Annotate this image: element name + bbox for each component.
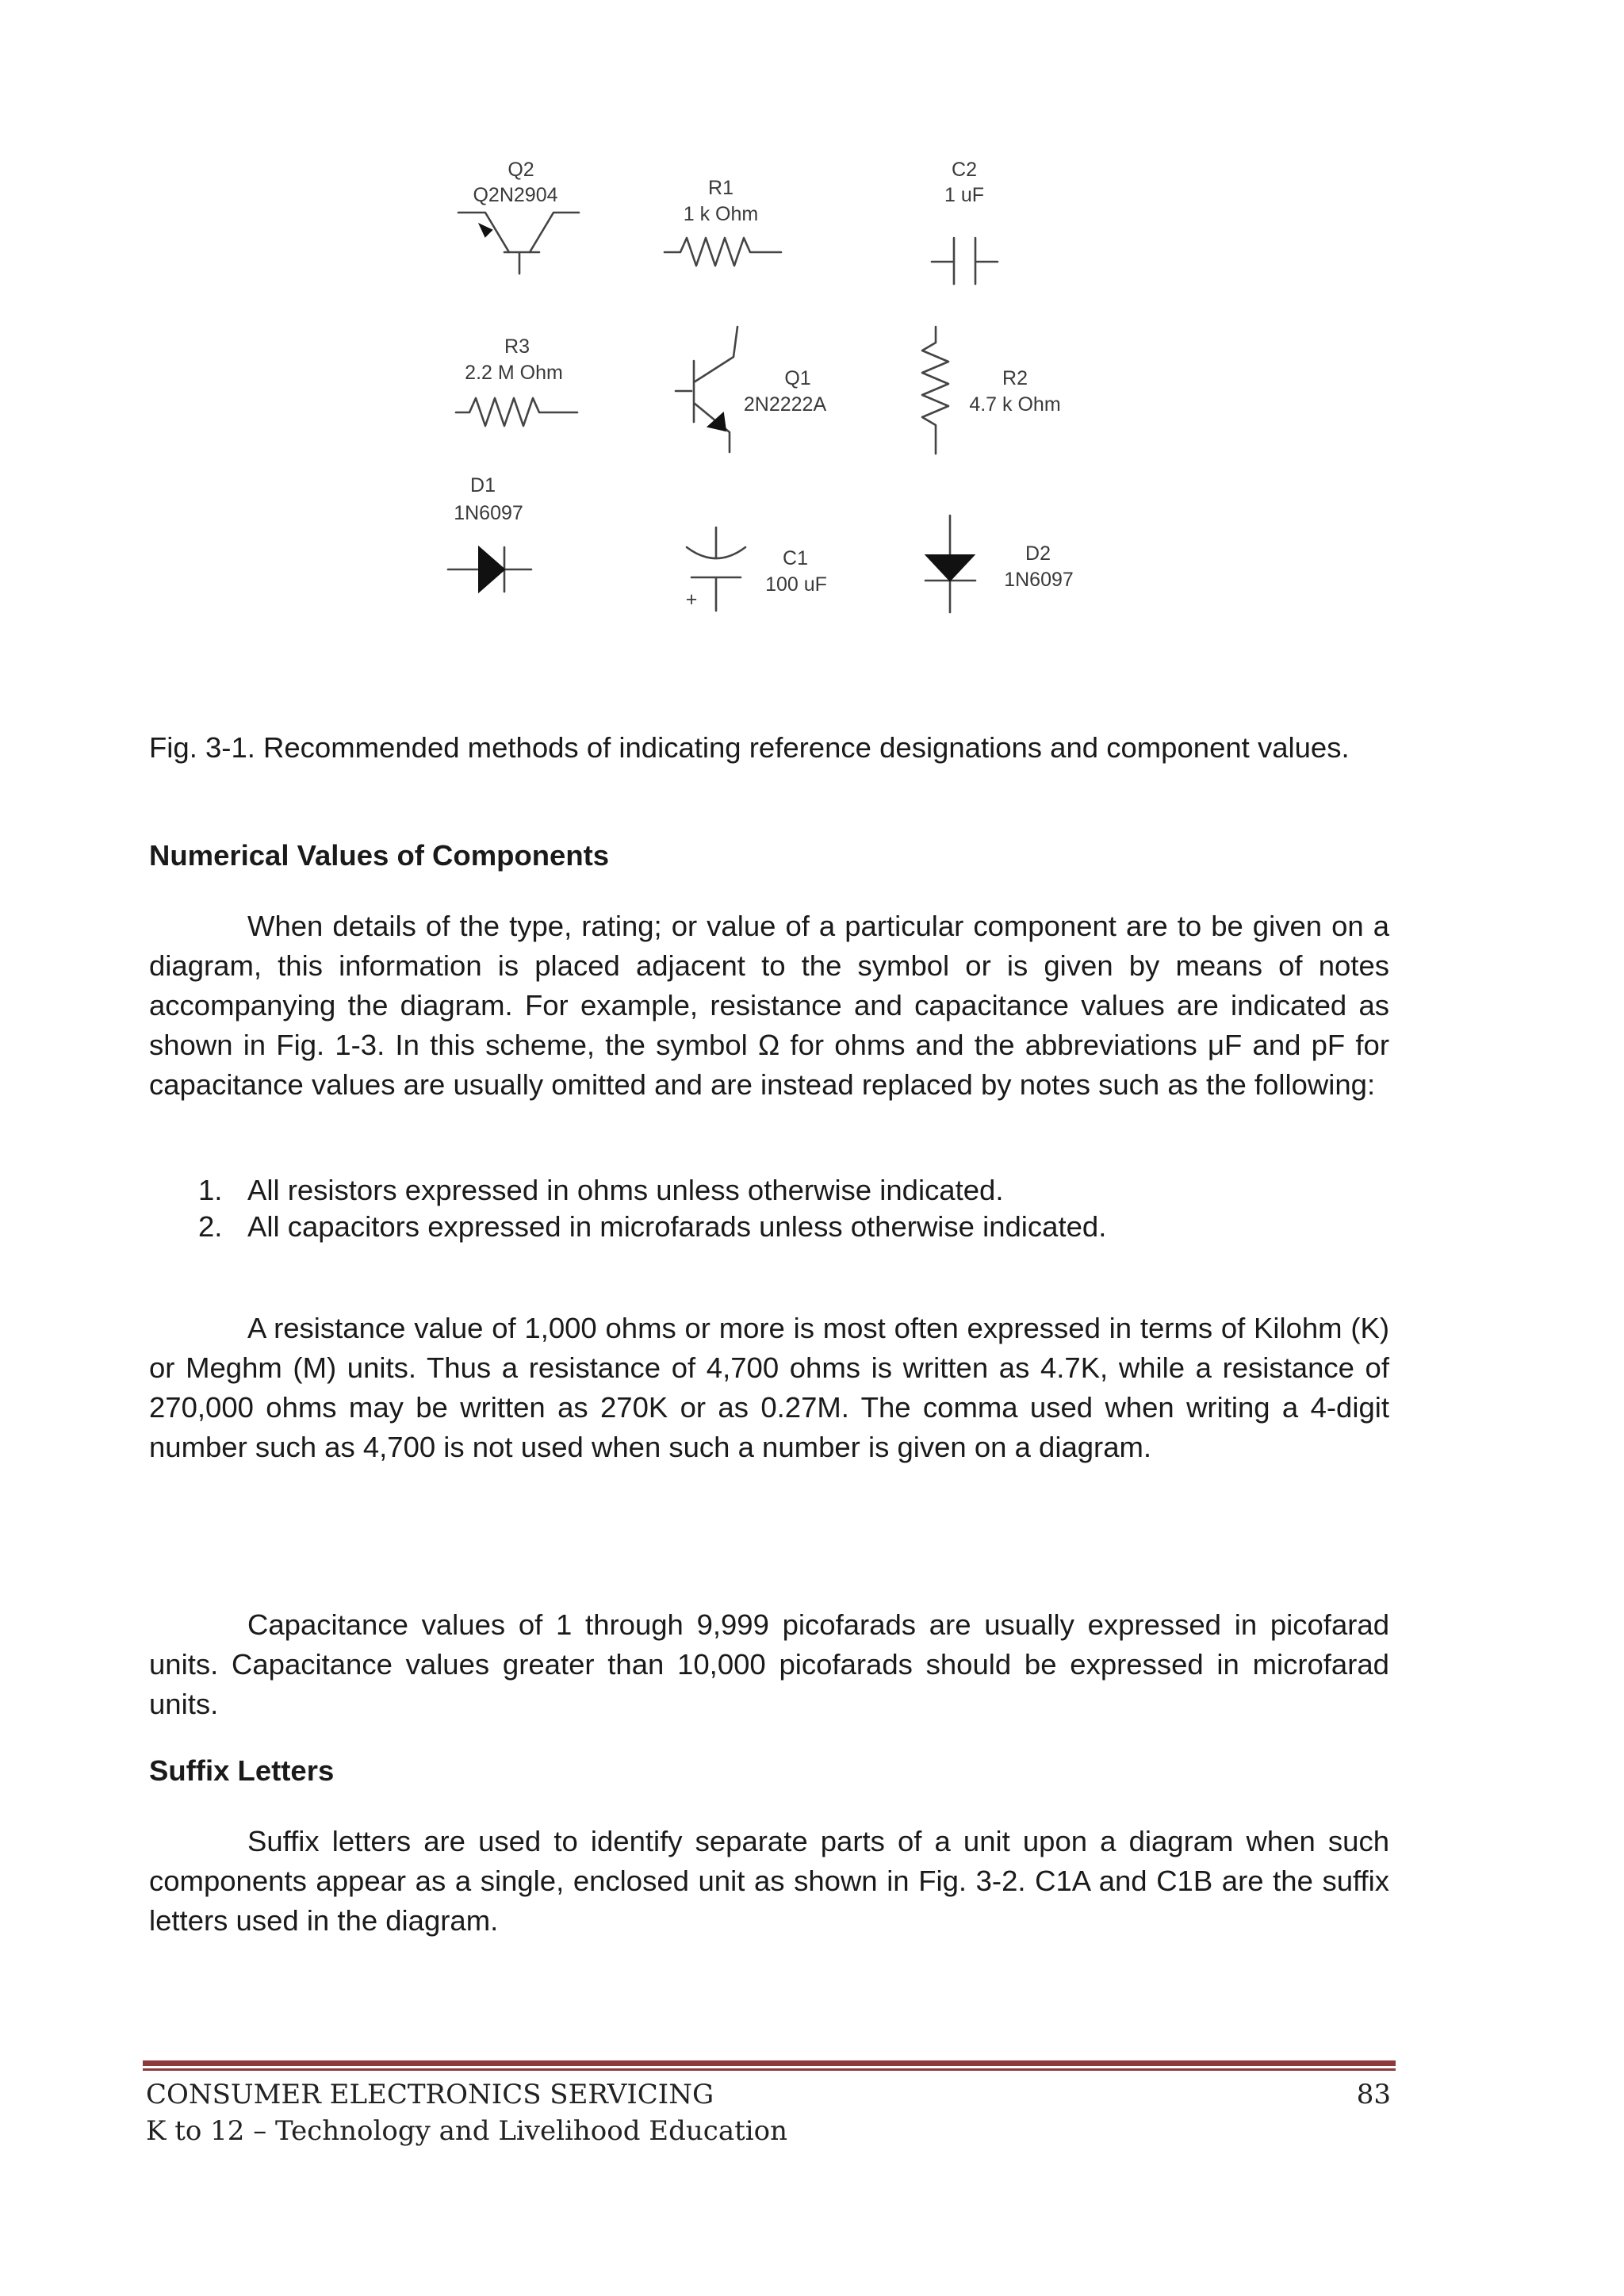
q2-value-label: Q2N2904 [473,184,558,206]
c2-capacitor-symbol [932,159,998,284]
q2-transistor-symbol [458,159,579,274]
r1-ref-label: R1 [708,177,733,199]
r1-value-label: 1 k Ohm [683,203,759,225]
q1-value-label: 2N2222A [743,393,827,416]
r3-resistor-symbol [456,335,577,426]
footer-divider [143,2060,1396,2071]
d1-diode-symbol [448,474,531,592]
c2-ref-label: C2 [952,159,977,181]
r2-value-label: 4.7 k Ohm [969,393,1061,416]
paragraph-suffix-letters: Suffix letters are used to identify separate parts of a unit upon a diagram when such components appear as a single, enclosed unit as shown in Fig. 3-2. C1A and C1B are the suffix letters used in the diagram. [149,1825,1389,1937]
r1-resistor-symbol [665,177,781,266]
d1-ref-label: D1 [470,474,496,496]
c1-ref-label: C1 [783,547,808,569]
d2-diode-symbol [925,516,1074,612]
footer-subtitle: K to 12 – Technology and Livelihood Education [146,2115,787,2147]
footer-title: CONSUMER ELECTRONICS SERVICING [146,2079,714,2110]
component-symbols-figure [428,143,1142,634]
c1-value-label: 100 uF [765,573,827,596]
r2-ref-label: R2 [1002,367,1028,389]
section-heading-numerical-values: Numerical Values of Components [149,839,610,872]
q1-transistor-symbol [676,327,826,452]
list-item [149,1209,1389,1245]
r3-value-label: 2.2 M Ohm [465,362,563,384]
figure-caption: Fig. 3-1. Recommended methods of indicating reference designations and component values. [149,731,1350,764]
paragraph-capacitance-values: Capacitance values of 1 through 9,999 picofarads are usually expressed in picofarad units. Capacitance values greater than 10,000 picofarads should be expressed in microfarad units. [149,1608,1389,1720]
c2-value-label: 1 uF [944,184,985,206]
list-item [149,1172,1389,1209]
d2-value-label: 1N6097 [1004,569,1074,591]
c1-plus-label: + [685,588,698,611]
page-number: 83 [1356,2079,1391,2110]
r3-ref-label: R3 [504,335,530,358]
list-item-text: All resistors expressed in ohms unless otherwise indicated. [247,1174,1004,1206]
d1-value-label: 1N6097 [454,502,523,524]
r2-resistor-symbol [922,327,1061,454]
d2-ref-label: D2 [1025,542,1051,565]
paragraph-resistance-values: A resistance value of 1,000 ohms or more is most often expressed in terms of Kilohm (K) or Meghm (M) units. Thus a resistance of 4,700 ohms is written as 4.7K, while a resistance of 270,000 ohms may be written as 270K or as 0.27M. The comma used when writing a 4-digit number such as 4,700 is not used when such a number is given on a diagram. [149,1312,1389,1463]
paragraph-component-details: When details of the type, rating; or value of a particular component are to be given on a diagram, this information is placed adjacent to the symbol or is given by means of notes accompanying the diagram. For example, resistance and capacitance values are indicated as shown in Fig. 1-3. In this scheme, the symbol Ω for ohms and the abbreviations μF and pF for capacitance values are usually omitted and are instead replaced by notes such as the following: [149,910,1389,1101]
q1-ref-label: Q1 [784,367,811,389]
list-item-number: 1. [198,1174,223,1206]
section-heading-suffix-letters: Suffix Letters [149,1754,335,1787]
list-item-text: All capacitors expressed in microfarads unless otherwise indicated. [247,1210,1107,1243]
c1-capacitor-symbol [686,527,827,611]
notes-list [149,1172,1389,1245]
q2-ref-label: Q2 [508,159,534,181]
list-item-number: 2. [198,1210,223,1243]
